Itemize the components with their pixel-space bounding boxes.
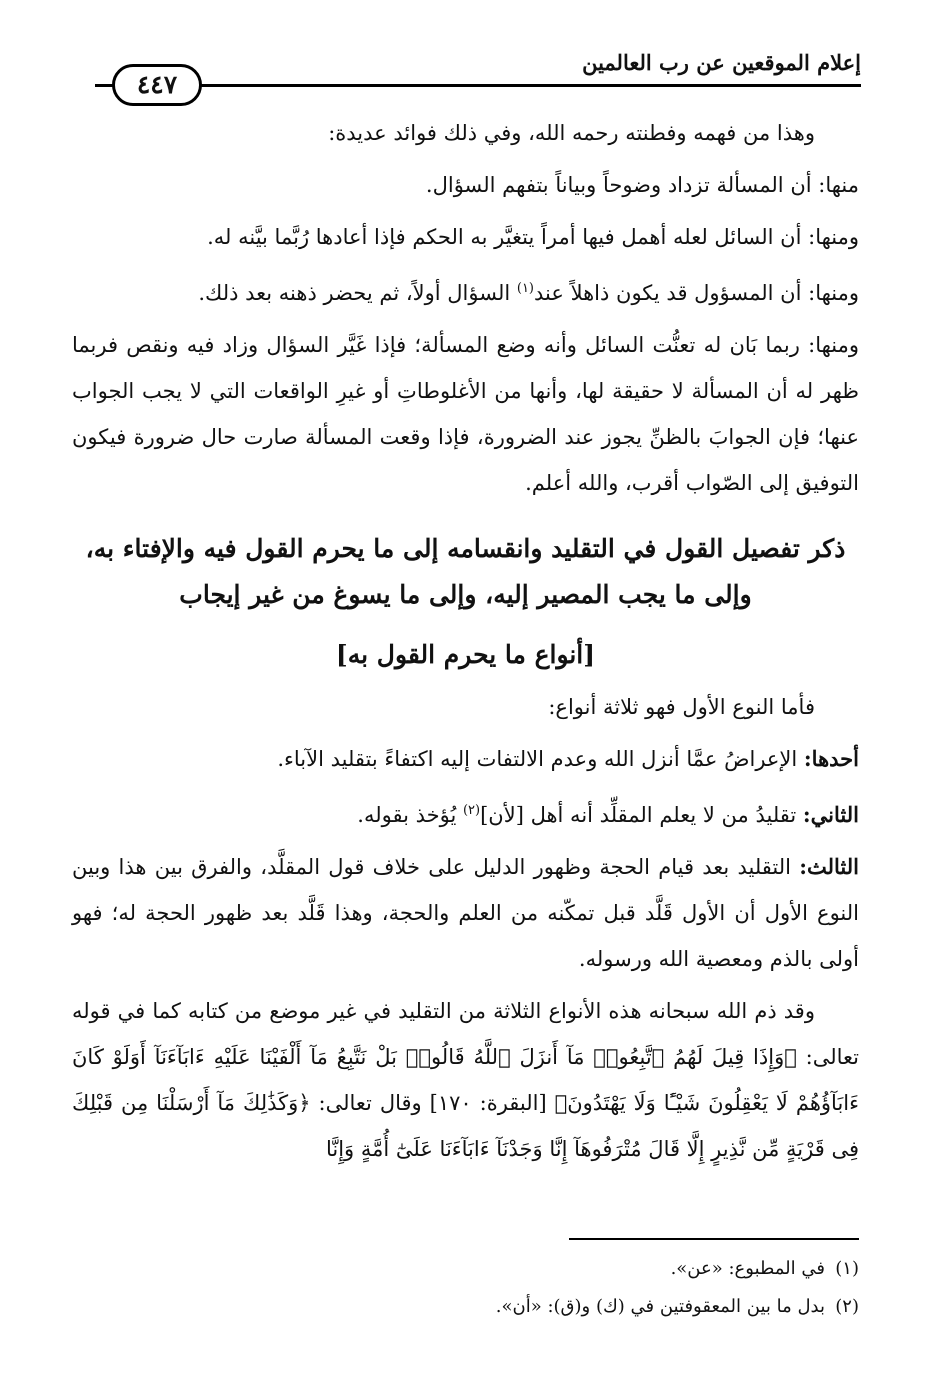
paragraph-text: السؤال أولاً، ثم يحضر ذهنه بعد ذلك. [198,281,517,305]
paragraph: ومنها: ربما بَان له تعنُّت السائل وأنه وضع المسألة؛ فإذا غَيَّر السؤال وزاد فيه ونقص فربما ظهر له أن المسألة لا حقيقة لها، وأنها من الأغلوطاتِ أو غيرِ الواقعات التي لا يجب الجواب عنها؛ فإن الجوابَ بالظنِّ يجوز عند الضرورة، فإذا وقعت المسألة صارت حال ضرورة فيكون التوفيق إلى الصّواب أقرب، والله أعلم. [72,333,859,495]
footnote-text: بدل ما بين المعقوفتين في (ك) و(ق): «أن». [495,1296,825,1317]
type-item [72,736,859,782]
subheading: [أنواع ما يحرم القول به] [335,640,596,669]
body-text [72,110,859,1172]
footnote [72,1250,859,1288]
footnote-number: (١) [835,1258,859,1279]
footnote-ref: (١) [516,281,534,296]
paragraph: ومنها: أن السائل لعله أهمل فيها أمراً يتغيَّر به الحكم فإذا أعادها رُبَّما بيَّنه له. [207,225,859,249]
section-heading: ذكر تفصيل القول في التقليد وانقسامه إلى ما يحرم القول فيه والإفتاء به، وإلى ما يجب المصير إليه، وإلى ما يسوغ من غير إيجاب [85,534,846,609]
footnote [72,1288,859,1326]
types-intro: فأما النوع الأول فهو ثلاثة أنواع: [548,695,815,719]
type-text: التقليد بعد قيام الحجة وظهور الدليل على خلاف قول المقلَّد، والفرق بين هذا وبين النوع الأول أن الأول قَلَّد قبل تمكّنه من العلم والحجة، وهذا قَلَّد بعد ظهور الحجة له؛ فهو أولى بالذم ومعصية الله ورسوله. [72,855,859,971]
footnote-text: في المطبوع: «عن». [670,1258,825,1279]
paragraph-text: ومنها: أن المسؤول قد يكون ذاهلاً عند [534,281,859,305]
running-header: إعلام الموقعين عن رب العالمين [582,50,861,75]
footnote-rule [569,1238,859,1240]
footnote-number: (٢) [835,1296,859,1317]
type-label: أحدها: [803,746,859,771]
header-rule [95,84,861,87]
footnote-ref: (٢) [462,803,481,818]
page-number: ٤٤٧ [112,64,202,106]
type-label: الثاني: [802,802,859,827]
type-label: الثالث: [799,854,859,879]
footnotes [72,1250,859,1326]
type-text: يُؤخذ بقوله. [357,803,463,827]
closing-paragraph: وقد ذم الله سبحانه هذه الأنواع الثلاثة من التقليد في غير موضع من كتابه كما في قوله تعالى: ﴿وَإِذَا قِيلَ لَهُمُ ٱتَّبِعُوا۟ مَآ أَنزَلَ ٱللَّهُ قَالُوا۟ بَلْ نَتَّبِعُ مَآ أَلْفَيْنَا عَلَيْهِ ءَابَآءَنَآ أَوَلَوْ كَانَ ءَابَآؤُهُمْ لَا يَعْقِلُونَ شَيْـًٔا وَلَا يَهْتَدُونَ﴾ [البقرة: ١٧٠] وقال تعالى: ﴿وَكَذَٰلِكَ مَآ أَرْسَلْنَا مِن قَبْلِكَ فِى قَرْيَةٍ مِّن نَّذِيرٍ إِلَّا قَالَ مُتْرَفُوهَآ إِنَّا وَجَدْنَآ ءَابَآءَنَا عَلَىٰٓ أُمَّةٍ وَإِنَّا [72,999,859,1161]
paragraph: وهذا من فهمه وفطنته رحمه الله، وفي ذلك فوائد عديدة: [328,121,815,145]
paragraph [72,266,859,316]
type-item [72,844,859,982]
paragraph: منها: أن المسألة تزداد وضوحاً وبياناً بتفهم السؤال. [425,173,859,197]
type-item [72,788,859,838]
type-text: الإعراضُ عمَّا أنزل الله وعدم الالتفات إليه اكتفاءً بتقليد الآباء. [277,747,804,771]
type-text: تقليدُ من لا يعلم المقلِّد أنه أهل [لأن] [480,803,803,827]
